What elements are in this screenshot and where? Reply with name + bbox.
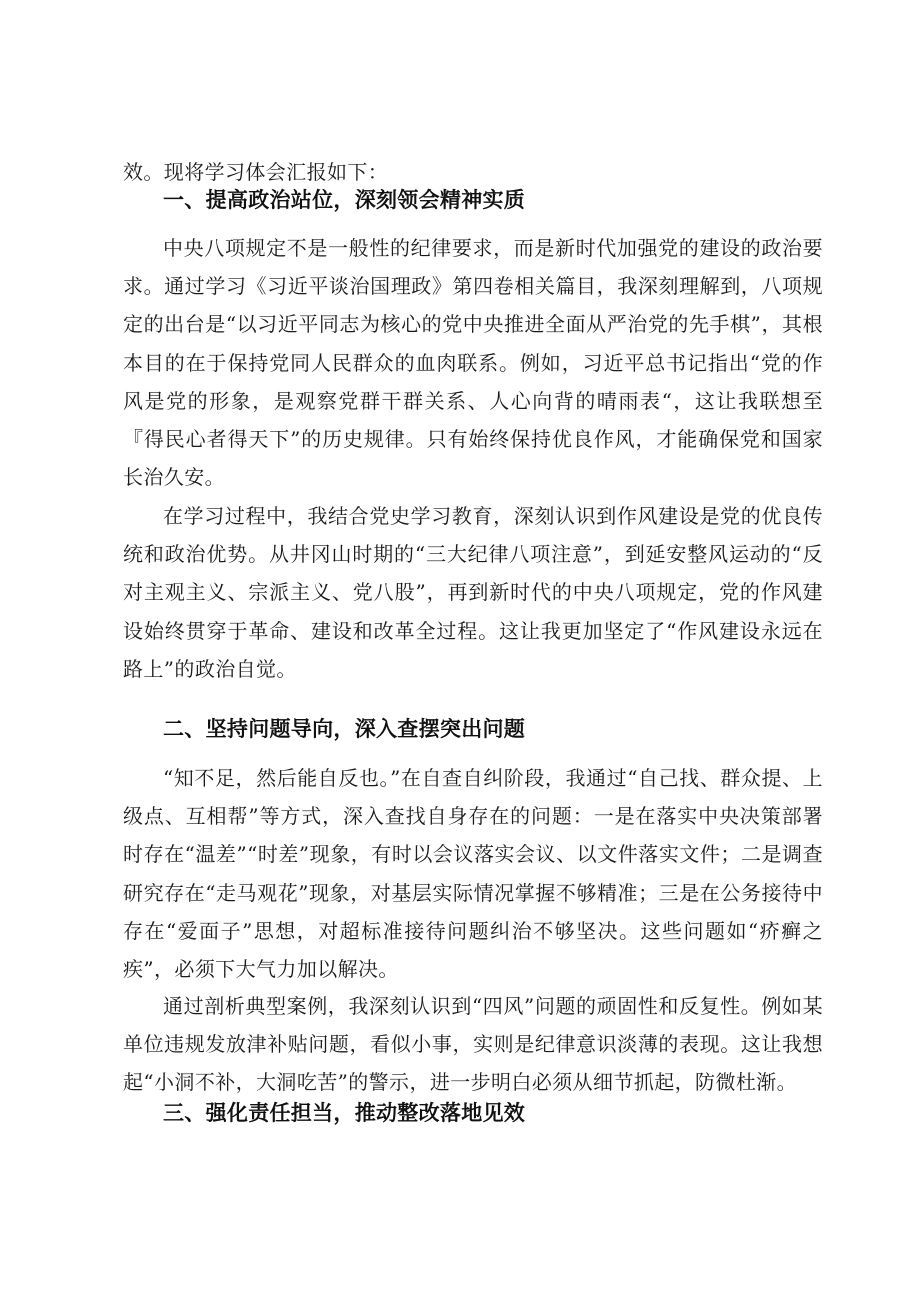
section-1-heading: 一、提高政治站位，深刻领会精神实质 [163, 188, 526, 212]
section-1-paragraph-2: 在学习过程中，我结合党史学习教育，深刻认识到作风建设是党的优良传统和政治优势。从井冈山时期的“三大纪律八项注意”，到延安整风运动的“反对主观主义、宗派主义、党八股”，再到新时代的中央八项规定，党的作风建设始终贯穿于革命、建设和改革全过程。这让我更加坚定了“作风建设永远在路上”的政治自觉。 [123, 504, 823, 681]
section-2-paragraph-2: 通过剖析典型案例，我深刻认识到“四风”问题的顽固性和反复性。例如某单位违规发放津补贴问题，看似小事，实则是纪律意识淡薄的表现。这让我想起“小洞不补，大洞吃苦”的警示，进一步明白必须从细节抓起，防微杜渐。 [123, 994, 823, 1095]
section-1-paragraph-1: 中央八项规定不是一般性的纪律要求，而是新时代加强党的建设的政治要求。通过学习《习近平谈治国理政》第四卷相关篇目，我深刻理解到，八项规定的出台是“以习近平同志为核心的党中央推进全面从严治党的先手棋”，其根本目的在于保持党同人民群众的血肉联系。例如，习近平总书记指出“党的作风是党的形象，是观察党群干群关系、人心向背的晴雨表“，这让我联想至『得民心者得天下”的历史规律。只有始终保持优良作风，才能确保党和国家长治久安。 [123, 236, 823, 490]
section-2-paragraph-1: “知不足，然后能自反也。”在自查自纠阶段，我通过“自己找、群众提、上级点、互相帮”等方式，深入查找自身存在的问题：一是在落实中央决策部署时存在“温差”“时差”现象，有时以会议落实会议、以文件落实文件；二是调查研究存在“走马观花”现象，对基层实际情况掌握不够精准；三是在公务接待中存在“爱面子”思想，对超标准接待问题纠治不够坚决。这些问题如“疥癣之疾”，必须下大气力加以解决。 [123, 766, 823, 982]
section-2-heading: 二、坚持问题导向，深入查摆突出问题 [163, 717, 526, 741]
section-3-heading: 三、强化责任担当，推动整改落地见效 [163, 1101, 526, 1125]
intro-line: 效。现将学习体会汇报如下： [123, 160, 389, 184]
